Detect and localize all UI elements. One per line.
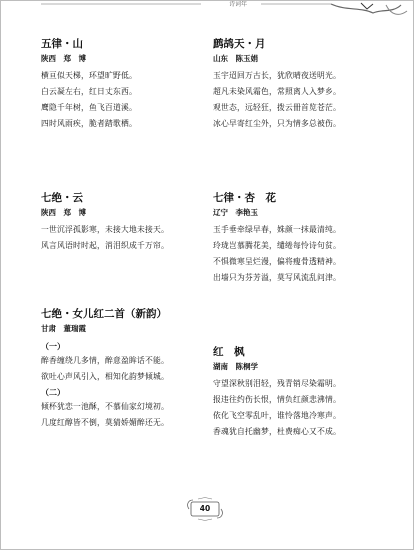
poem-line: 香魂犹自托幽梦，杜费痴心又不成。 (213, 426, 341, 436)
poem-line: 报违往约伤长恨，情负红颜悲沸情。 (213, 394, 341, 404)
poem-title: 红 枫 (213, 346, 245, 358)
poem-author: 陕西 郑 博 (41, 208, 86, 217)
poem-hongfeng (213, 345, 388, 437)
poem-title: 七绝・云 (41, 192, 83, 204)
poem-line: 白云凝左右，红日丈东西。 (41, 86, 137, 96)
poem-body (213, 70, 388, 129)
poem-title: 七绝・女儿红二首（新韵） (41, 308, 167, 320)
header-label: 诗词年 (229, 1, 248, 8)
poem-title: 五律・山 (41, 38, 83, 50)
poem-line: 几度红醇皆不倒，莫猜娇媚醉还无。 (41, 417, 169, 427)
poem-body (213, 378, 388, 437)
poem-line: 出墙只为芬芳溢，莫写风流乱问津。 (213, 272, 341, 282)
poem-line: 超凡未染风霜色，常照离人入梦乡。 (213, 86, 341, 96)
header-decoration (1, 1, 414, 25)
poem-line: 四时风雨疾，脆者踏歌栖。 (41, 118, 137, 128)
poem-body (41, 70, 216, 129)
poem-author: 陕西 郑 博 (41, 54, 86, 63)
poem-wulv-shan (41, 37, 216, 129)
poem-author: 辽宁 李艳玉 (213, 208, 258, 217)
page-number: 40 (199, 504, 211, 513)
poem-qilv-xinghua (213, 191, 388, 283)
poem-line: 鹰隐千年树，鱼飞百道溪。 (41, 102, 137, 112)
poem-line: 守望深秋别泪轻，残青销尽染霜明。 (213, 378, 341, 388)
poem-line: 横亘似天梯，环望旷野低。 (41, 70, 137, 80)
poem-line: 一世沉浮孤影寒，未接大地未接天。 (41, 224, 169, 234)
poem-qijue-yun (41, 191, 216, 251)
poem-author: 甘肃 董瑞霞 (41, 324, 86, 333)
poem-line: 玉手垂牵绿早春，姝颜一抹最清纯。 (213, 224, 341, 234)
poem-line: 倾杯犹恋一池酥，不慕仙家幻境初。 (41, 401, 169, 411)
poem-body (41, 224, 216, 251)
poem-line: 玉宇迢回万古长，犹欣晴夜送明光。 (213, 70, 341, 80)
poem-line: 玲珑岂慕腾花美，缱绻每怜诗句贫。 (213, 240, 341, 250)
poem-line: 欲吐心声风引入，相知化韵梦倾城。 (41, 371, 169, 381)
poem-author: 山东 陈玉娟 (213, 54, 258, 63)
poem-nuerhong (41, 307, 216, 428)
poem-line: 风言风语时时起，消泪织成千万帘。 (41, 240, 169, 250)
poem-title: 七律・杏 花 (213, 192, 276, 204)
poem-line: 观世态，远轻狂，拨云冊首览苍茫。 (213, 102, 341, 112)
poem-body (213, 224, 388, 283)
poem-part-label: （二） (41, 386, 65, 397)
poem-line: 不惧微寒呈烂漫，偏将瘦骨透精神。 (213, 256, 341, 266)
poem-line: 依化飞空零乱叶，谁怜落地冷寒声。 (213, 410, 341, 420)
poem-author: 湖南 陈桐学 (213, 362, 258, 371)
poem-line: 醉香缠绕几多情，醉意盈眸话不能。 (41, 356, 169, 365)
poem-line: 冰心早寄红尘外，只为情多总被伤。 (213, 118, 341, 128)
poem-title: 鹧鸪天・月 (213, 38, 266, 50)
poem-zhegutian-yue (213, 37, 388, 129)
poem-part-label: （一） (41, 341, 65, 351)
